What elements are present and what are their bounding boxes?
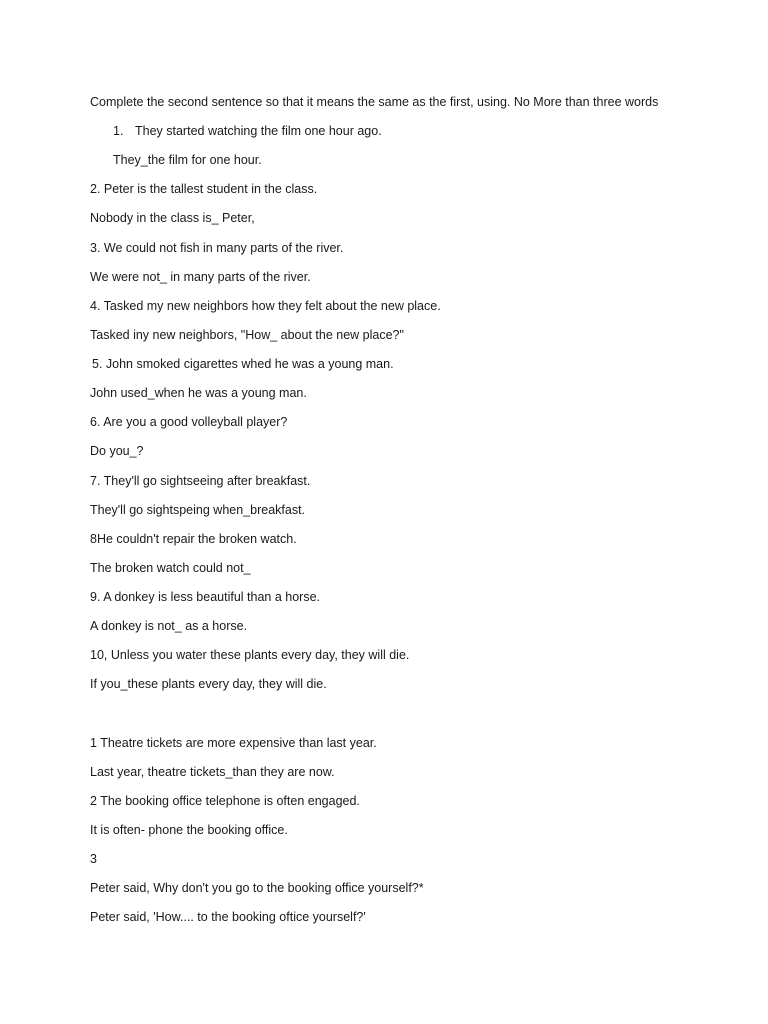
question-10-original: 10, Unless you water these plants every day, they will die. [90, 648, 410, 662]
part2-question-1-original: 1 Theatre tickets are more expensive than last year. [90, 736, 377, 750]
question-8-original: 8He couldn't repair the broken watch. [90, 532, 297, 546]
question-1-original [113, 123, 382, 139]
question-10-rewrite: If you_these plants every day, they will die. [90, 677, 327, 691]
question-7-rewrite: They'll go sightspeing when_breakfast. [90, 503, 306, 517]
question-5-rewrite: John used_when he was a young man. [90, 386, 307, 400]
question-7-original: 7. They'll go sightseeing after breakfast. [90, 474, 311, 488]
question-3-rewrite: We were not_ in many parts of the river. [90, 270, 311, 284]
question-5-original: 5. John smoked cigarettes whed he was a young man. [92, 357, 394, 371]
part2-question-3-number: 3 [90, 852, 97, 866]
part2-question-1-rewrite: Last year, theatre tickets_than they are now. [90, 765, 335, 779]
part2-question-3-original: Peter said, Why don't you go to the booking office yourself?* [90, 881, 424, 895]
question-4-original: 4. Tasked my new neighbors how they felt about the new place. [90, 299, 441, 313]
question-1-number: 1. [113, 124, 124, 138]
question-1-text: They started watching the film one hour ago. [135, 124, 382, 138]
question-3-original: 3. We could not fish in many parts of the river. [90, 241, 344, 255]
part2-question-2-rewrite: It is often- phone the booking office. [90, 823, 288, 837]
question-6-original: 6. Are you a good volleyball player? [90, 415, 288, 429]
question-8-rewrite: The broken watch could not_ [90, 561, 251, 575]
question-4-rewrite: Tasked iny new neighbors, "How_ about the new place?" [90, 328, 404, 342]
question-2-original: 2. Peter is the tallest student in the class. [90, 182, 318, 196]
question-2-rewrite: Nobody in the class is_ Peter, [90, 211, 255, 225]
instruction-text: Complete the second sentence so that it means the same as the first, using. No More than three words [90, 95, 659, 109]
question-9-rewrite: A donkey is not_ as a horse. [90, 619, 248, 633]
question-1-rewrite: They_the film for one hour. [113, 153, 262, 167]
question-9-original: 9. A donkey is less beautiful than a horse. [90, 590, 321, 604]
part2-question-2-original: 2 The booking office telephone is often engaged. [90, 794, 360, 808]
question-6-rewrite: Do you_? [90, 444, 144, 458]
part2-question-3-rewrite: Peter said, 'How.... to the booking oftice yourself?' [90, 910, 366, 924]
